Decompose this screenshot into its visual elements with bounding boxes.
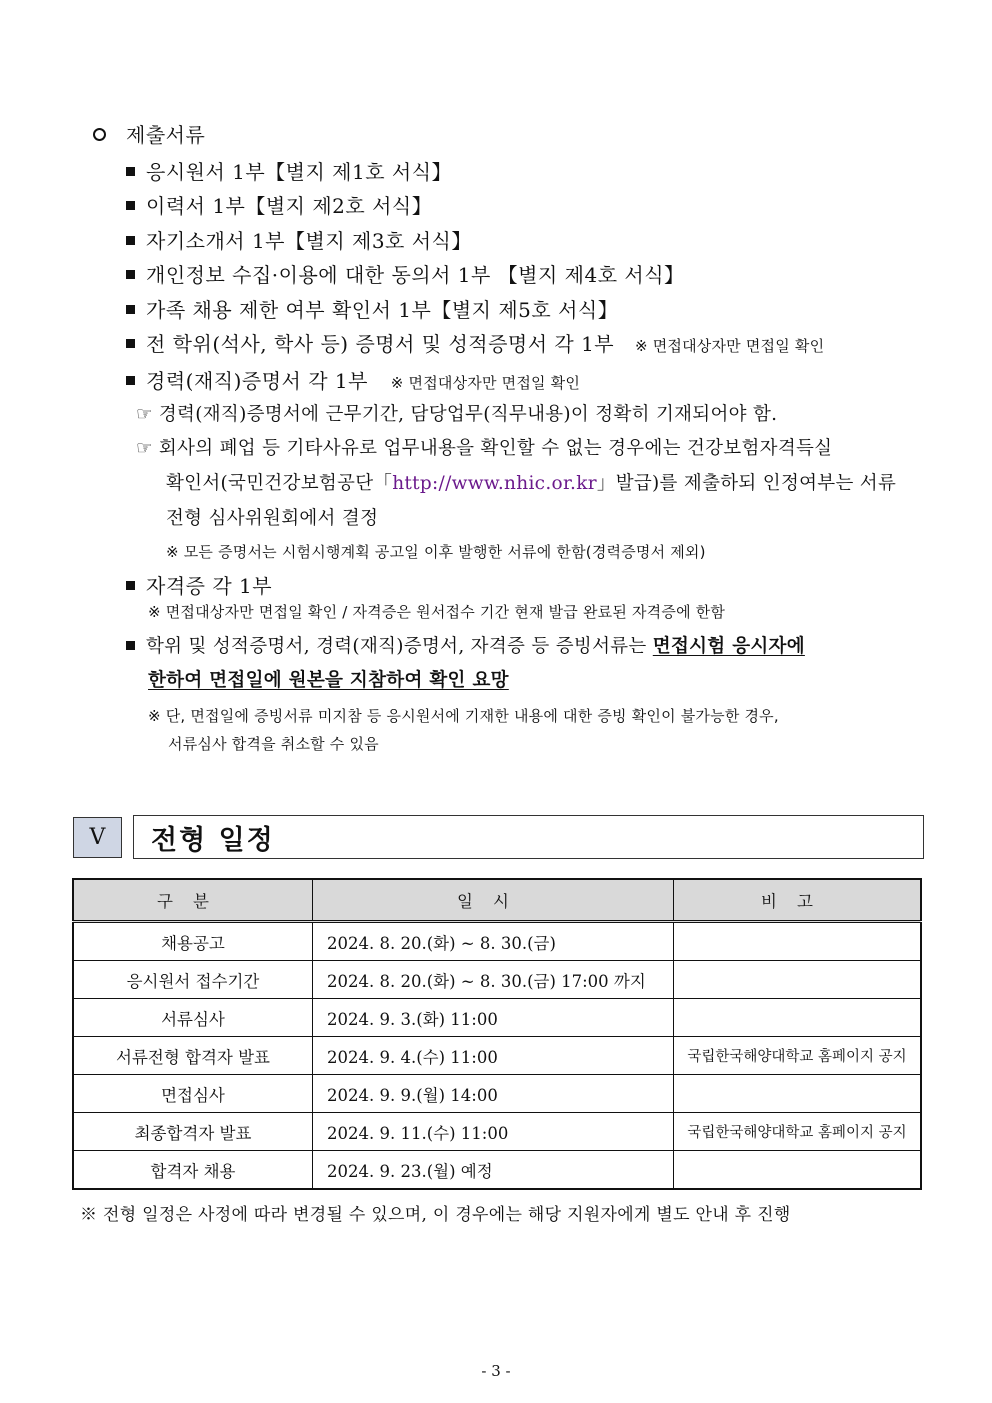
square-bullet-icon xyxy=(126,581,135,590)
table-row: 서류전형 합격자 발표 2024. 9. 4.(수) 11:00 국립한국해양대학교 홈페이지 공지 xyxy=(73,1037,921,1075)
doc-item-license: 자격증 각 1부 xyxy=(126,570,272,599)
table-row: 채용공고 2024. 8. 20.(화) ~ 8. 30.(금) xyxy=(73,922,921,961)
table-row: 최종합격자 발표 2024. 9. 11.(수) 11:00 국립한국해양대학교 홈페이지 공지 xyxy=(73,1113,921,1151)
hand-note-2-line2: 확인서(국민건강보험공단「http://www.nhic.or.kr」발급)를 제출하되 인정여부는 서류 xyxy=(166,473,897,494)
doc-item-original-line2: 한하여 면접일에 원본을 지참하여 확인 요망 xyxy=(148,670,509,691)
square-bullet-icon xyxy=(126,270,135,279)
schedule-table xyxy=(72,878,922,1190)
square-bullet-icon xyxy=(126,201,135,210)
table-row: 면접심사 2024. 9. 9.(월) 14:00 xyxy=(73,1075,921,1113)
license-note: ※ 면접대상자만 면접일 확인 / 자격증은 원서접수 기간 현재 발급 완료된 자격증에 한함 xyxy=(148,603,726,621)
doc-item: 개인정보 수집·이용에 대한 동의서 1부 【별지 제4호 서식】 xyxy=(126,259,685,288)
square-bullet-icon xyxy=(126,236,135,245)
nhic-link[interactable]: http://www.nhic.or.kr xyxy=(392,473,597,494)
cancel-note-1: ※ 단, 면접일에 증빙서류 미지참 등 응시원서에 기재한 내용에 대한 증빙 확인이 불가능한 경우, xyxy=(148,707,779,725)
doc-item: 자기소개서 1부【별지 제3호 서식】 xyxy=(126,225,472,254)
doc-item: 가족 채용 제한 여부 확인서 1부【별지 제5호 서식】 xyxy=(126,294,618,323)
square-bullet-icon xyxy=(126,167,135,176)
header-datetime: 일시 xyxy=(313,879,674,922)
hand-note-1: ☞ 경력(재직)증명서에 근무기간, 담당업무(직무내용)이 정확히 기재되어야 함. xyxy=(136,404,778,425)
hand-note-2-line3: 전형 심사위원회에서 결정 xyxy=(166,508,379,529)
table-row: 응시원서 접수기간 2024. 8. 20.(화) ~ 8. 30.(금) 17:00 까지 xyxy=(73,961,921,999)
section-title: 전형 일정 xyxy=(133,815,924,859)
schedule-note: ※ 전형 일정은 사정에 따라 변경될 수 있으며, 이 경우에는 해당 지원자에게 별도 안내 후 진행 xyxy=(80,1205,791,1225)
circle-bullet-icon xyxy=(93,128,106,141)
square-bullet-icon xyxy=(126,339,135,348)
square-bullet-icon xyxy=(126,376,135,385)
docs-heading: 제출서류 xyxy=(93,119,205,148)
all-cert-note: ※ 모든 증명서는 시험시행계획 공고일 이후 발행한 서류에 한함(경력증명서 제외) xyxy=(166,543,706,561)
table-row: 서류심사 2024. 9. 3.(화) 11:00 xyxy=(73,999,921,1037)
section-number: V xyxy=(73,817,122,858)
table-header-row xyxy=(73,879,921,922)
square-bullet-icon xyxy=(126,305,135,314)
career-note: ※ 면접대상자만 면접일 확인 xyxy=(390,374,581,392)
doc-item: 이력서 1부【별지 제2호 서식】 xyxy=(126,190,432,219)
doc-item-degree: 전 학위(석사, 학사 등) 증명서 및 성적증명서 각 1부 ※ 면접대상자만 면접일 확인 xyxy=(126,328,824,357)
page-number: - 3 - xyxy=(481,1362,511,1380)
pointing-hand-icon: ☞ xyxy=(136,438,153,459)
hand-note-2: ☞ 회사의 폐업 등 기타사유로 업무내용을 확인할 수 없는 경우에는 건강보험자격득실 xyxy=(136,438,833,459)
square-bullet-icon xyxy=(126,641,135,650)
degree-note: ※ 면접대상자만 면접일 확인 xyxy=(635,337,825,355)
pointing-hand-icon: ☞ xyxy=(136,404,153,425)
table-row: 합격자 채용 2024. 9. 23.(월) 예정 xyxy=(73,1151,921,1190)
doc-item-career: 경력(재직)증명서 각 1부 ※ 면접대상자만 면접일 확인 xyxy=(126,365,580,394)
doc-item-original: 학위 및 성적증명서, 경력(재직)증명서, 자격증 등 증빙서류는 면접시험 응시자에 xyxy=(126,632,805,658)
cancel-note-2: 서류심사 합격을 취소할 수 있음 xyxy=(168,735,379,753)
header-category: 구분 xyxy=(73,879,313,922)
header-remarks: 비고 xyxy=(674,879,922,922)
doc-item: 응시원서 1부【별지 제1호 서식】 xyxy=(126,156,452,185)
